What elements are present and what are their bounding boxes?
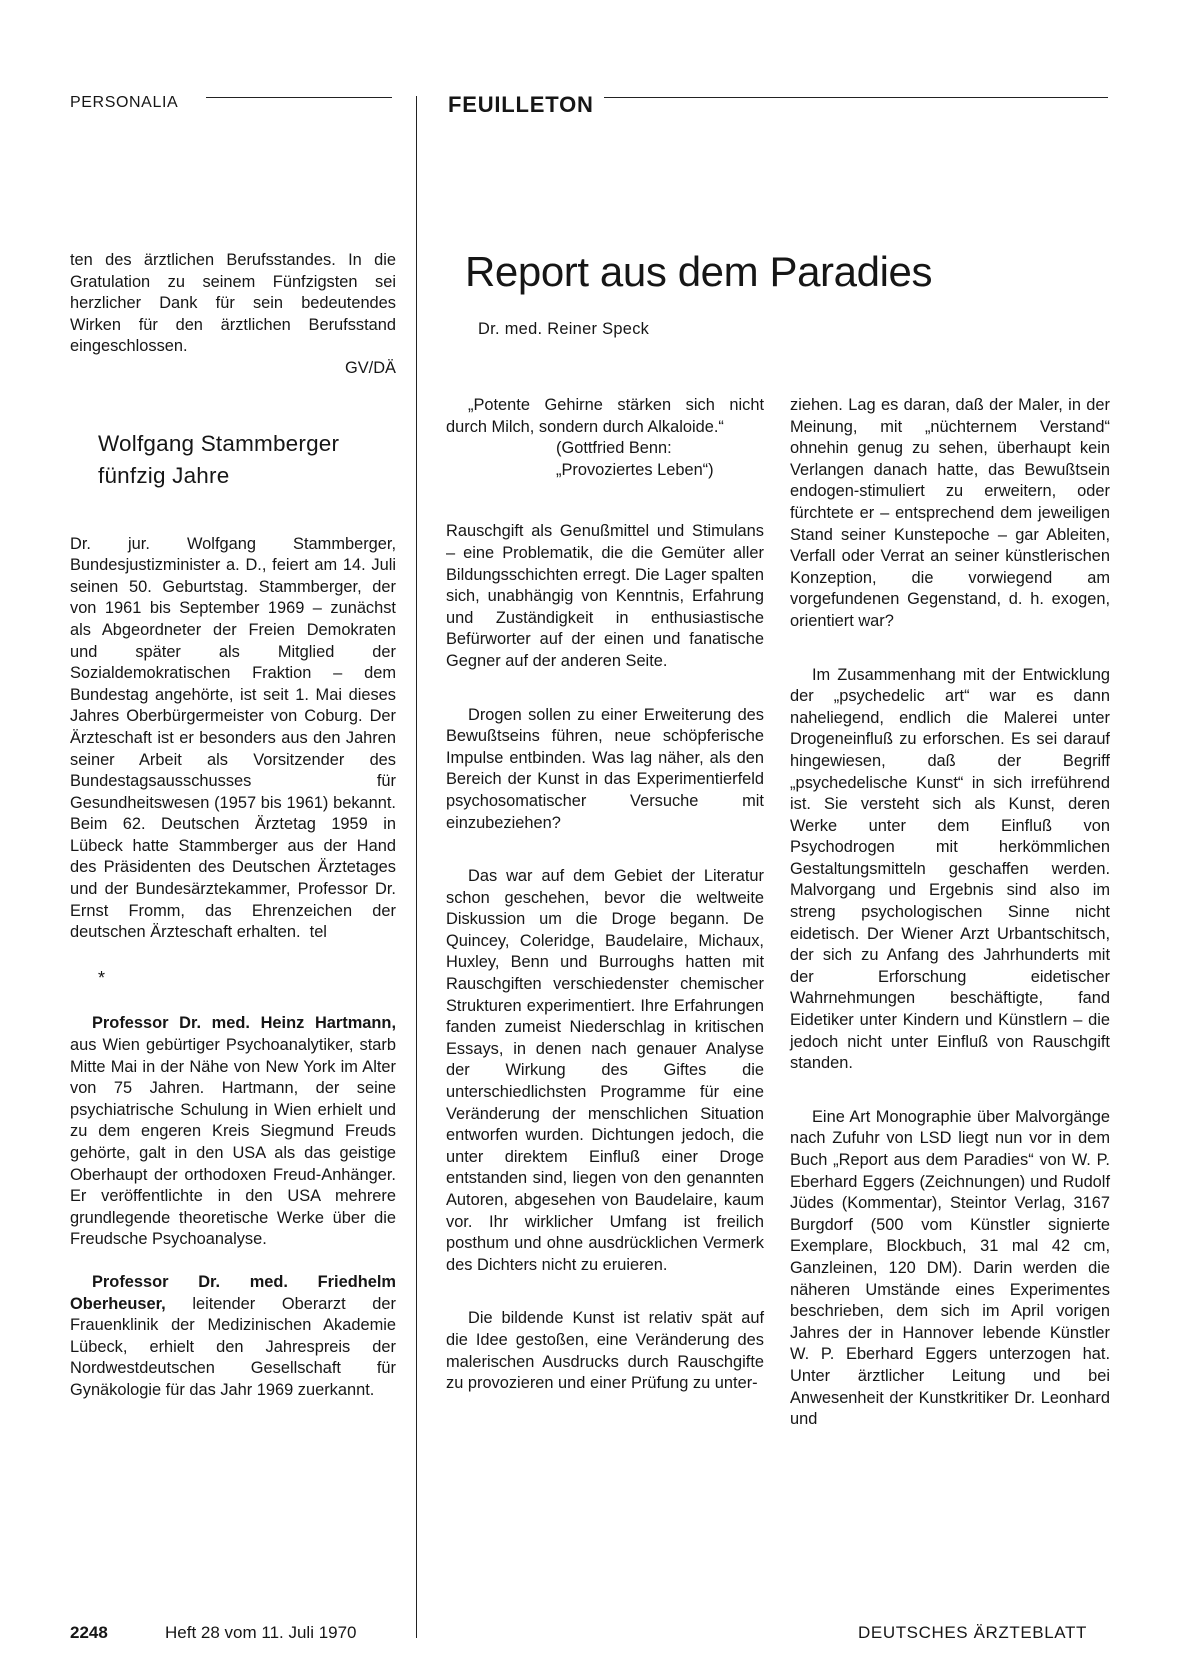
intro-paragraph: ten des ärztlichen Berufsstandes. In die Gratulation zu seinem Fünfzigsten sei herzlicher Dank für sein bedeutendes Wirken für den ärztlichen Berufsstand eingeschlossen. xyxy=(70,251,396,356)
column-divider xyxy=(416,96,417,1638)
intro-signoff: GV/DÄ xyxy=(344,358,396,377)
stammberger-signoff: tel xyxy=(309,923,327,942)
hartmann-text: aus Wien gebürtiger Psychoanalytiker, starb Mitte Mai in der Nähe von New York im Alter von 75 Jahren. Hartmann, der seine psychiatrische Schulung in Wien erhielt und zu dem engeren Kreis Siegmund Freuds gehörte, galt in den USA als das geistige Oberhaupt der orthodoxen Freud-Anhänger. Er veröffentlichte in den USA mehrere grundlegende theoretische Werke über die Freudsche Psychoanalyse. xyxy=(70,1036,396,1249)
header-rule-left xyxy=(206,97,392,98)
section-label-feuilleton: FEUILLETON xyxy=(448,92,594,117)
epigraph-source-line-1: (Gottfried Benn: xyxy=(556,439,672,458)
article-column-2 xyxy=(790,395,1110,1431)
article-paragraph: Die bildende Kunst ist relativ spät auf die Idee gestoßen, eine Veränderung des malerischen Ausdrucks durch Rauschgifte zu provozieren und einer Prüfung zu unter- xyxy=(446,1309,764,1393)
issue-info: Heft 28 vom 11. Juli 1970 xyxy=(165,1623,357,1642)
oberheuser-paragraph xyxy=(70,1272,396,1402)
article-paragraph: Rauschgift als Genußmittel und Stimulans – eine Problematik, die die Gemüter aller Bildungsschichten erregt. Die Lager spalten sich, unabhängig von Kenntnis, Erfahrung und Zuständigkeit in enthusiastische Befürworter auf der einen und fanatische Gegner auf der anderen Seite. xyxy=(446,522,764,670)
stammberger-paragraph xyxy=(70,534,396,944)
article-paragraph: ziehen. Lag es daran, daß der Maler, in der Meinung, mit „nüchternem Verstand“ ohnehin genug zu sehen, überhaupt kein Verlangen danach hatte, das Bewußtsein endogen-stimuliert zu erweitern, oder fürchtete er – entsprechend dem jeweiligen Stand seiner Kunstepoche – gar Ableiten, Verfall oder Verrat an seiner künstlerischen Konzeption, die vorwiegend am vorgefundenen Gegenstand, d. h. exogen, orientiert war? xyxy=(790,396,1110,630)
oberheuser-lead: Professor Dr. med. Friedhelm Oberheuser, xyxy=(70,1272,396,1313)
separator-asterisk: * xyxy=(98,967,106,988)
hartmann-lead: Professor Dr. med. Heinz Hartmann, xyxy=(92,1014,396,1033)
epigraph xyxy=(446,395,764,481)
article-paragraph: Eine Art Monographie über Malvorgänge nach Zufuhr von LSD liegt nun vor in dem Buch „Report aus dem Paradies“ von W. P. Eberhard Eggers (Zeichnungen) und Rudolf Jüdes (Kommentar), Steintor Verlag, 3167 Burgdorf (500 vom Künstler signierte Exemplare, Blockbuch, 31 mal 42 cm, Ganzleinen, 120 DM). Darin werden die näheren Umstände eines Experimentes beschrieben, dem sich im April vorigen Jahres der in Hannover lebende Künstler W. P. Eberhard Eggers unterzogen hat. Unter ärztlicher Leitung und bei Anwesenheit der Kunstkritiker Dr. Leonhard und xyxy=(790,1107,1110,1429)
article-column-1 xyxy=(446,395,764,1395)
page-number: 2248 xyxy=(70,1623,108,1642)
subheading-line-1: Wolfgang Stammberger xyxy=(98,430,340,456)
article-author: Dr. med. Reiner Speck xyxy=(478,320,650,338)
article-paragraph: Das war auf dem Gebiet der Literatur schon geschehen, bevor die weltweite Diskussion um die Droge begann. De Quincey, Coleridge, Baudelaire, Michaux, Huxley, Benn und Burroughs hatten mit Rauschgiften verschiedenster chemischer Strukturen experimentiert. Ihre Erfahrungen fanden zumeist Niederschlag in kritischen Essays, in denen nach genauer Analyse der Wirkung des Giftes die unterschiedlichsten Programme für eine Veränderung der menschlichen Situation entworfen wurden. Dichtungen jedoch, die unter direktem Einfluß einer Droge entstanden sind, liegen von den genannten Autoren, abgesehen von Baudelaire, kaum vor. Ihr wirklicher Umfang ist freilich posthum und ohne ausdrücklichen Vermerk des Dichters nicht zu eruieren. xyxy=(446,867,764,1274)
section-label-personalia: PERSONALIA xyxy=(70,94,179,111)
personalia-column xyxy=(70,250,396,1402)
article-title: Report aus dem Paradies xyxy=(465,248,933,295)
article-paragraph: Im Zusammenhang mit der Entwicklung der „psychedelic art“ war es dann naheliegend, endlich die Malerei unter Drogeneinfluß zu erforschen. Es sei darauf hingewiesen, daß der Begriff „psychedelische Kunst“ in sich irreführend ist. Sie versteht sich als Kunst, deren Werke unter dem Einfluß von Psychodrogen mit herkömmlichen Gestaltungsmitteln geschaffen werden. Malvorgang und Ergebnis sind also im streng psychologischen Sinne nicht eidetisch. Der Wiener Arzt Urbantschitsch, der sich zu Anfang des Jahrhunderts mit der Erforschung eidetischer Wahrnehmungen beschäftigte, fand Eidetiker unter Kindern und Künstlern – die jedoch nicht unter Einfluß von Rauschgift standen. xyxy=(790,665,1110,1073)
oberheuser-text: leitender Oberarzt der Frauenklinik der Medizinischen Akademie Lübeck, erhielt den Jahrespreis der Nordwestdeutschen Gesellschaft für Gynäkologie für das Jahr 1969 zuerkannt. xyxy=(70,1294,396,1399)
epigraph-source-line-2: „Provoziertes Leben“) xyxy=(556,460,714,479)
hartmann-paragraph xyxy=(70,1013,396,1251)
epigraph-text: „Potente Gehirne stärken sich nicht durch Milch, sondern durch Alkaloide.“ xyxy=(446,396,764,436)
article-paragraph: Drogen sollen zu einer Erweiterung des Bewußtseins führen, neue schöpferische Impulse entbinden. Was lag näher, als den Bereich der Kunst in das Experimentierfeld psychosomatischer Versuche mit einzubeziehen? xyxy=(446,705,764,832)
personalia-subheading xyxy=(98,428,396,492)
stammberger-text: Dr. jur. Wolfgang Stammberger, Bundesjustizminister a. D., feiert am 14. Juli seinen 50. Geburtstag. Stammberger, der von 1961 bis September 1969 – zunächst als Abgeordneter der Freien Demokraten und später als Mitglied der Sozialdemokratischen Fraktion – dem Bundestag angehörte, ist seit 1. Mai dieses Jahres Oberbürgermeister von Coburg. Der Ärzteschaft ist er besonders aus den Jahren seiner Arbeit als Vorsitzender des Bundestagsausschusses für Gesundheitswesen (1957 bis 1961) bekannt. Beim 62. Deutschen Ärztetag 1959 in Lübeck hatte Stammberger aus der Hand des Präsidenten des Deutschen Ärztetages und der Bundesärztekammer, Professor Dr. Ernst Fromm, das Ehrenzeichen der deutschen Ärzteschaft erhalten. xyxy=(70,534,396,942)
header-rule-right xyxy=(604,97,1108,98)
magazine-name: DEUTSCHES ÄRZTEBLATT xyxy=(858,1623,1087,1642)
subheading-line-2: fünfzig Jahre xyxy=(98,462,230,488)
